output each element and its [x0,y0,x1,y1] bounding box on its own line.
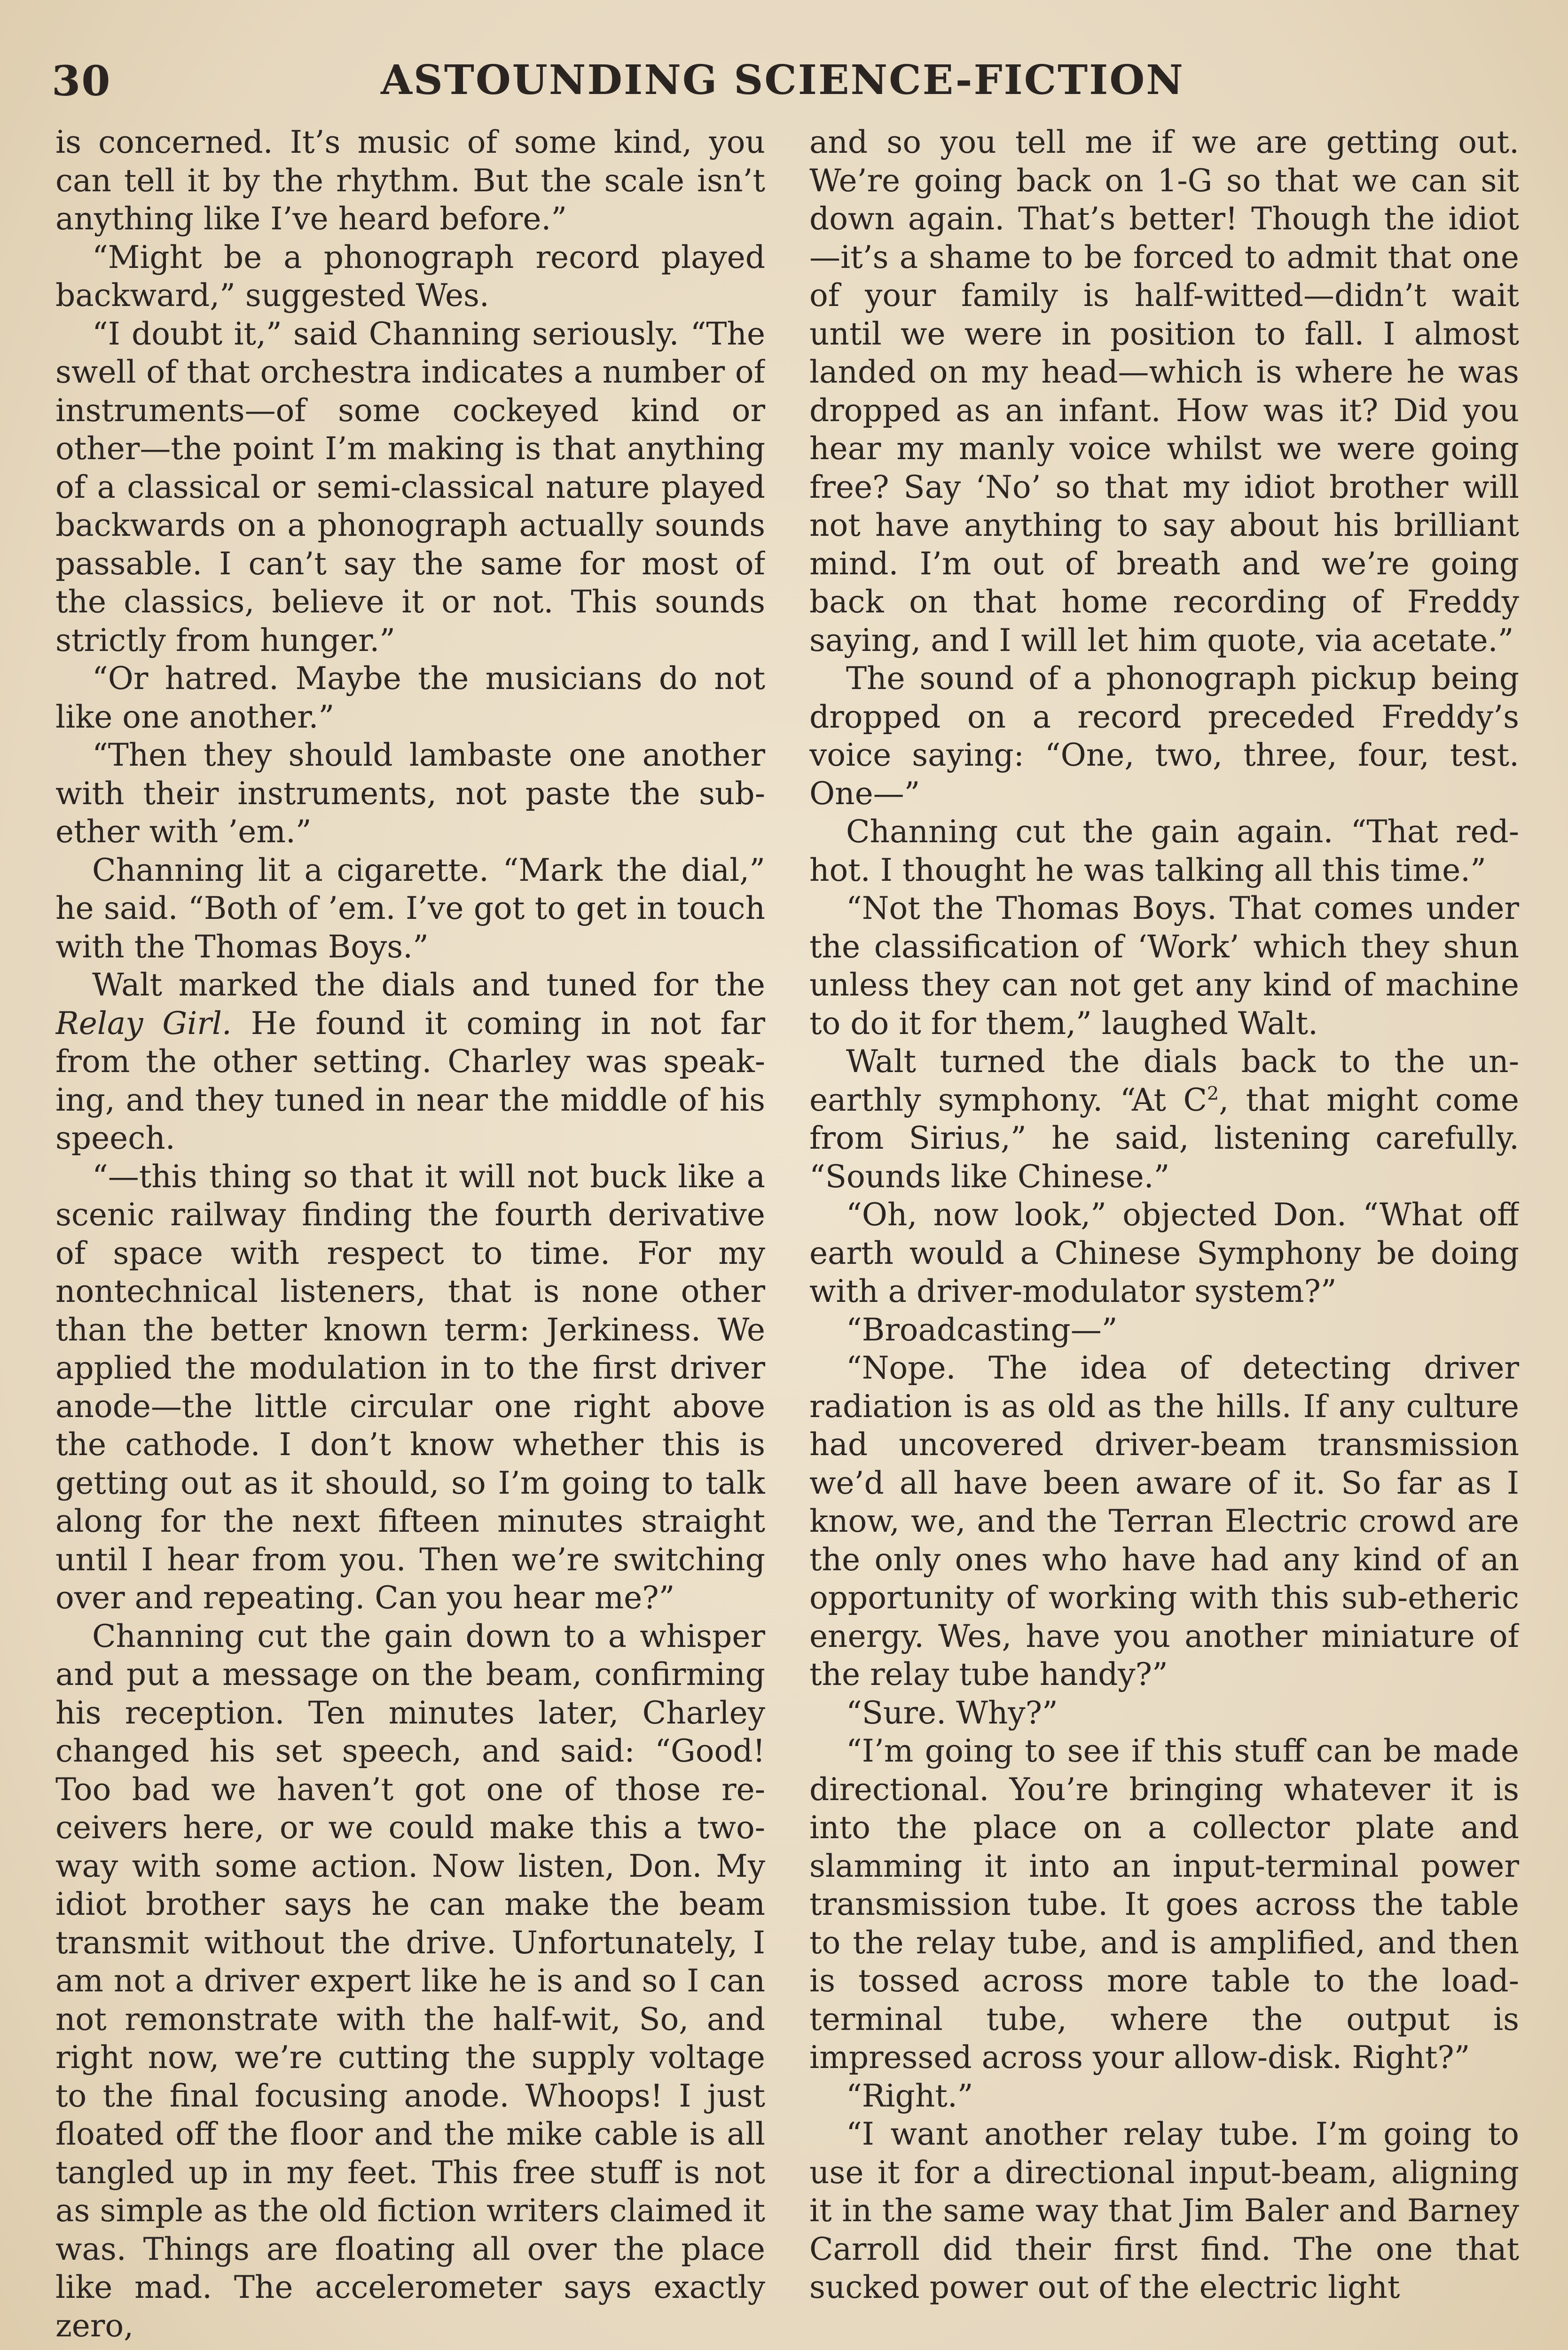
paragraph: “Oh, now look,” objected Don. “What off earth would a Chinese Symphony be doing with a driver-modulator system?” [809,1197,1519,1309]
paragraph: “Nope. The idea of detecting driver radiation is as old as the hills. If any culture had uncovered driver-beam transmission we’d all have been aware of it. So far as I know, we, and the Terran Electric crowd are the only ones who have had any kind of an opportunity of working with this sub-etheric energy. Wes, have you another miniature of the relay tube handy?” [809,1350,1519,1692]
running-title: ASTOUNDING SCIENCE-FICTION [381,56,1184,104]
paragraph: “Not the Thomas Boys. That comes under the classification of ‘Work’ which they shun unless they can not get any kind of machine to do it for them,” laughed Walt. [809,890,1519,1042]
text-run: , that might come from Sirius,” he said, listening carefully. “Sounds like Chinese.” [809,1081,1519,1195]
paragraph: “Or hatred. Maybe the musicians do not like one another.” [55,660,765,735]
left-column [55,123,765,2350]
right-column [809,123,1519,2350]
paragraph: “I’m going to see if this stuff can be made directional. You’re bringing whatever it is into the place on a collector plate and slamming it into an input-terminal power transmission tube. It goes across the table to the relay tube, and is amplified, and then is tossed across more table to the load-terminal tube, where the output is impressed across your allow-disk. Right?” [809,1733,1519,2076]
page-header [52,52,1513,122]
paragraph-symphony [809,1042,1519,1196]
paragraph: and so you tell me if we are getting out. We’re going back on 1-G so that we can sit down again. That’s better! Though the idiot—it’s a shame to be forced to admit that one of your family is half-witted—didn’t wait until we were in position to fall. I almost landed on my head—which is where he was dropped as an infant. How was it? Did you hear my manly voice whilst we were going free? Say ‘No’ so that my idiot brother will not have anything to say about his brilliant mind. I’m out of breath and we’re going back on that home recording of Freddy saying, and I will let him quote, via acetate.” [809,124,1519,658]
paragraph: “Sure. Why?” [846,1694,1058,1731]
text-run: Walt marked the dials and tuned for the [92,967,765,1003]
text-run: He found it coming in not far from the other setting. Charley was speaking, and they tuned in near the middle of his speech. [55,1005,765,1156]
paragraph: “—this thing so that it will not buck like a scenic railway finding the fourth derivative of space with respect to time. For my nontechnical listeners, that is none other than the better known term: Jerkiness. We applied the modulation in to the first driver anode—the little circular one right above the cathode. I don’t know whether this is getting out as it should, so I’m going to talk along for the next fifteen minutes straight until I hear from you. Then we’re switching over and repeating. Can you hear me?” [55,1158,765,1616]
paragraph: “I doubt it,” said Channing seriously. “The swell of that orchestra indicates a number of instruments—of some cockeyed kind or other—the point I’m making is that anything of a classical or semi-classical nature played backwards on a phonograph actually sounds passable. I can’t say the same for most of the classics, believe it or not. This sounds strictly from hunger.” [55,315,765,658]
page-number: 30 [52,56,111,105]
paragraph: “Right.” [846,2077,973,2114]
paragraph: “Might be a phonograph record played backward,” suggested Wes. [55,239,765,313]
text-run: Walt turned the dials back to the unearthly symphony. “At C [809,1043,1519,1118]
paragraph: “Broadcasting—” [846,1311,1118,1348]
paragraph: Channing cut the gain down to a whisper and put a message on the beam, confirming his reception. Ten minutes later, Charley changed his set speech, and said: “Good! Too bad we haven’t got one of those receivers here, or we could make this a two-way with some action. Now listen, Don. My idiot brother says he can make the beam transmit without the drive. Unfortunately, I am not a driver expert like he is and so I can not remonstrate with the half-wit, So, and right now, we’re cutting the supply voltage to the final focusing anode. Whoops! I just floated off the floor and the mike cable is all tangled up in my feet. This free stuff is not as simple as the old fiction writers claimed it was. Things are floating all over the place like mad. The accelerometer says exactly zero, [55,1618,765,2344]
paragraph: is concerned. It’s music of some kind, you can tell it by the rhythm. But the scale isn’t anything like I’ve heard before.” [55,124,765,237]
paragraph: Channing cut the gain again. “That red-hot. I thought he was talking all this time.” [809,814,1519,888]
paragraph: “Then they should lambaste one another with their instruments, not paste the subether with ’em.” [55,737,765,850]
paragraph: Channing lit a cigarette. “Mark the dial,” he said. “Both of ’em. I’ve got to get in touch with the Thomas Boys.” [55,852,765,965]
paragraph-relay-girl [55,966,765,1158]
paragraph: The sound of a phonograph pickup being dropped on a record preceded Freddy’s voice saying: “One, two, three, four, test. One—” [809,660,1519,812]
paragraph: “I want another relay tube. I’m going to use it for a directional input-beam, aligning it in the same way that Jim Baler and Barney Carroll did their first find. The one that sucked power out of the electric light [809,2116,1519,2305]
superscript: 2 [1207,1082,1219,1104]
ship-name: Relay Girl. [55,1005,232,1042]
